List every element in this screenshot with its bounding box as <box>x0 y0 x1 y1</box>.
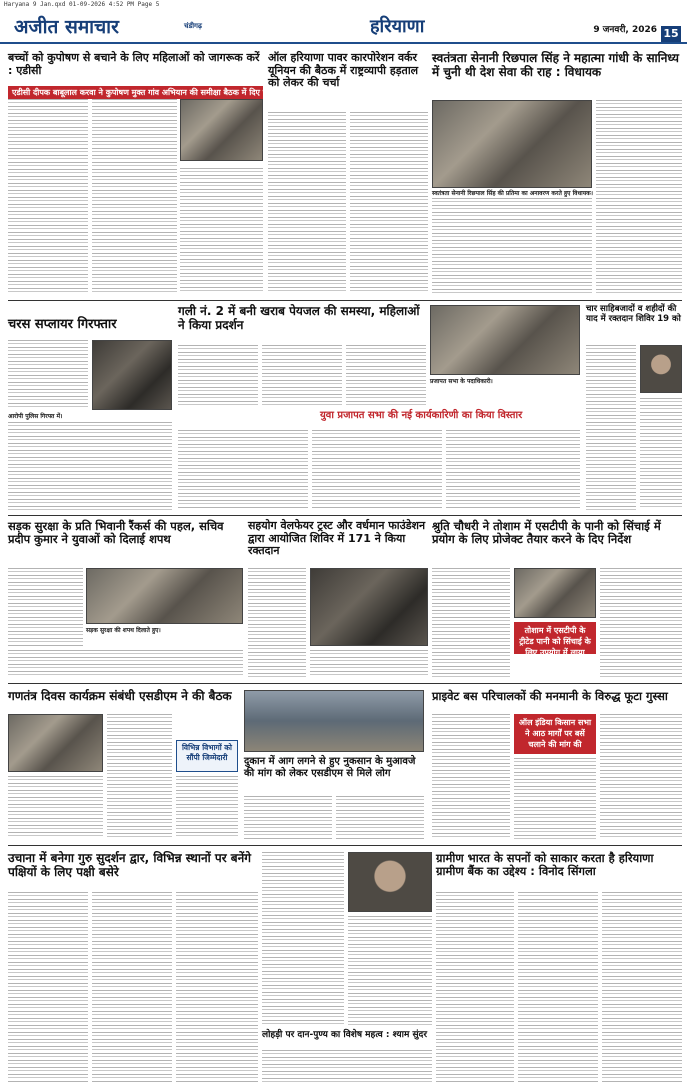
story-11-photo <box>8 714 103 772</box>
story-11-body-3 <box>176 776 238 839</box>
story-8-headline: सड़क सुरक्षा के प्रति भिवानी रैंकर्स की पहल, सचिव प्रदीप कुमार ने युवाओं को दिलाई शपथ <box>8 519 224 547</box>
story-7-photo <box>640 345 682 393</box>
page-number: 15 <box>661 26 681 42</box>
story-1-body-3 <box>180 168 263 294</box>
story-14-body-2 <box>92 892 172 1082</box>
story-6-caption: प्रजापत सभा के पदाधिकारी। <box>430 378 493 385</box>
story-5-headline: गली नं. 2 में बनी खराब पेयजल की समस्या, महिलाओं ने किया प्रदर्शन <box>178 304 420 332</box>
story-6-body-2 <box>312 430 442 510</box>
story-12-headline: दुकान में आग लगने से हुए नुकसान के मुआवजे की मांग को लेकर एसडीएम से मिले लोग <box>244 756 416 779</box>
story-2-body <box>268 112 346 294</box>
story-9-headline: सहयोग वेलफेयर ट्रस्ट और वर्धमान फाउंडेशन द्वारा आयोजित शिविर में 171 ने किया रक्तदान <box>248 519 426 558</box>
story-15-body <box>262 852 344 1026</box>
story-3-headline: स्वतंत्रता सेनानी रिछपाल सिंह ने महात्मा गांधी के सानिध्य में चुनी थी देश सेवा की राह : विधायक <box>432 51 679 79</box>
divider <box>8 845 682 846</box>
story-10-callout: तोशाम में एसटीपी के ट्रीटेड पानी को सिंचाई के लिए उपयोग में लाया जाएगा <box>514 622 596 654</box>
story-13-body-2 <box>514 758 596 839</box>
story-10-photo <box>514 568 596 618</box>
story-15-headline: लोहड़ी पर दान-पुण्य का विशेष महत्व : श्याम सुंदर <box>262 1030 428 1040</box>
story-1-body-2 <box>92 99 177 294</box>
story-10-headline: श्रुति चौधरी ने तोशाम में एसटीपी के पानी को सिंचाई में प्रयोग के लिए प्रोजेक्ट तैयार करने के दिए निर्देश <box>432 519 661 547</box>
story-5-body <box>178 345 258 405</box>
story-1-photo <box>180 99 263 161</box>
divider <box>8 300 682 301</box>
story-13-headline: प्राइवेट बस परिचालकों की मनमानी के विरुद्ध फूटा गुस्सा <box>432 689 668 703</box>
story-14-body <box>8 892 88 1082</box>
issue-date: 9 जनवरी, 2026 <box>593 25 657 35</box>
story-10-body-2 <box>600 568 682 678</box>
print-slug: Haryana 9 Jan.qxd 01-09-2026 4:52 PM Page 5 <box>4 1 160 8</box>
story-4-body-2 <box>8 422 172 510</box>
story-2-headline: ऑल हरियाणा पावर कारपोरेशन वर्कर यूनियन की बैठक में राष्ट्रव्यापी हड़ताल को लेकर की चर्चा <box>268 51 419 90</box>
story-6-body-3 <box>446 430 580 510</box>
story-8-photo <box>86 568 243 624</box>
story-1-headline: बच्चों को कुपोषण से बचाने के लिए महिलाओं को जागरूक करें : एडीसी <box>8 51 260 77</box>
story-12-body <box>244 796 332 839</box>
story-15-body-2 <box>348 916 432 1026</box>
story-6-photo <box>430 305 580 375</box>
story-13-callout: ऑल इंडिया किसान सभा ने आठ मार्गों पर बसें चलाने की मांग की <box>514 714 596 754</box>
story-7-headline: चार साहिबजादों व शहीदों की याद में रक्तदान शिविर 19 को <box>586 304 681 324</box>
story-11-body <box>107 714 172 839</box>
story-3-caption: स्वतंत्रता सेनानी रिछपाल सिंह की प्रतिमा का अनावरण करते हुए विधायक। <box>432 190 594 197</box>
divider <box>8 515 682 516</box>
story-15-photo <box>348 852 432 912</box>
masthead <box>0 12 687 44</box>
story-11-body-2 <box>8 776 103 839</box>
story-15-body-3 <box>262 1050 432 1082</box>
story-14-headline: उचाना में बनेगा गुरु सुदर्शन द्वार, विभिन्न स्थानों पर बनेंगे पक्षियों के लिए पक्षी बसेरे <box>8 851 252 879</box>
story-9-photo <box>310 568 428 646</box>
story-11-headline: गणतंत्र दिवस कार्यक्रम संबंधी एसडीएम ने की बैठक <box>8 689 232 703</box>
edition-city: चंडीगढ़ <box>184 22 202 30</box>
story-16-headline: ग्रामीण भारत के सपनों को साकार करता है हरियाणा ग्रामीण बैंक का उद्देश्य : विनोद सिंगला <box>436 851 654 879</box>
story-3-photo <box>432 100 592 188</box>
story-16-body-2 <box>518 892 598 1082</box>
logo-text: अजीत समाचार <box>14 16 119 38</box>
story-7-body <box>586 345 636 510</box>
story-2-body-2 <box>350 112 428 294</box>
story-13-body-3 <box>600 714 682 839</box>
story-9-body-2 <box>310 650 428 678</box>
story-5-body-2 <box>262 345 342 405</box>
story-13-body <box>432 714 510 839</box>
story-16-body-3 <box>602 892 682 1082</box>
story-4-caption: आरोपी पुलिस गिरफ्त में। <box>8 413 63 420</box>
section-title: हरियाणा <box>370 16 425 37</box>
story-3-body <box>596 100 682 294</box>
story-4-body <box>8 340 88 410</box>
divider <box>8 683 682 684</box>
story-4-photo <box>92 340 172 410</box>
story-6-headline: युवा प्रजापत सभा की नई कार्यकारिणी का किया विस्तार <box>320 410 523 421</box>
story-11-callout: विभिन्न विभागों को सौंपी जिम्मेदारी <box>176 740 238 772</box>
story-6-body <box>178 430 308 510</box>
story-5-body-3 <box>346 345 426 405</box>
story-8-caption: सड़क सुरक्षा की शपथ दिलाते हुए। <box>86 627 161 634</box>
story-12-body-2 <box>336 796 424 839</box>
newspaper-logo <box>14 14 214 42</box>
story-10-body <box>432 568 510 678</box>
story-1-body <box>8 99 88 294</box>
story-16-body <box>436 892 514 1082</box>
story-4-headline: चरस सप्लायर गिरफ्तार <box>8 317 117 332</box>
story-14-body-3 <box>176 892 258 1082</box>
story-8-body-2 <box>8 650 243 675</box>
story-12-photo <box>244 690 424 752</box>
story-9-body <box>248 568 306 678</box>
story-7-body-2 <box>640 398 682 510</box>
story-3-body-2 <box>432 198 592 294</box>
story-8-body <box>8 568 83 648</box>
story-1-subhead: एडीसी दीपक बाबूलाल करवा ने कुपोषण मुक्त गांव अभियान की समीक्षा बैठक में दिए जरूरी निर्देश <box>8 86 263 99</box>
